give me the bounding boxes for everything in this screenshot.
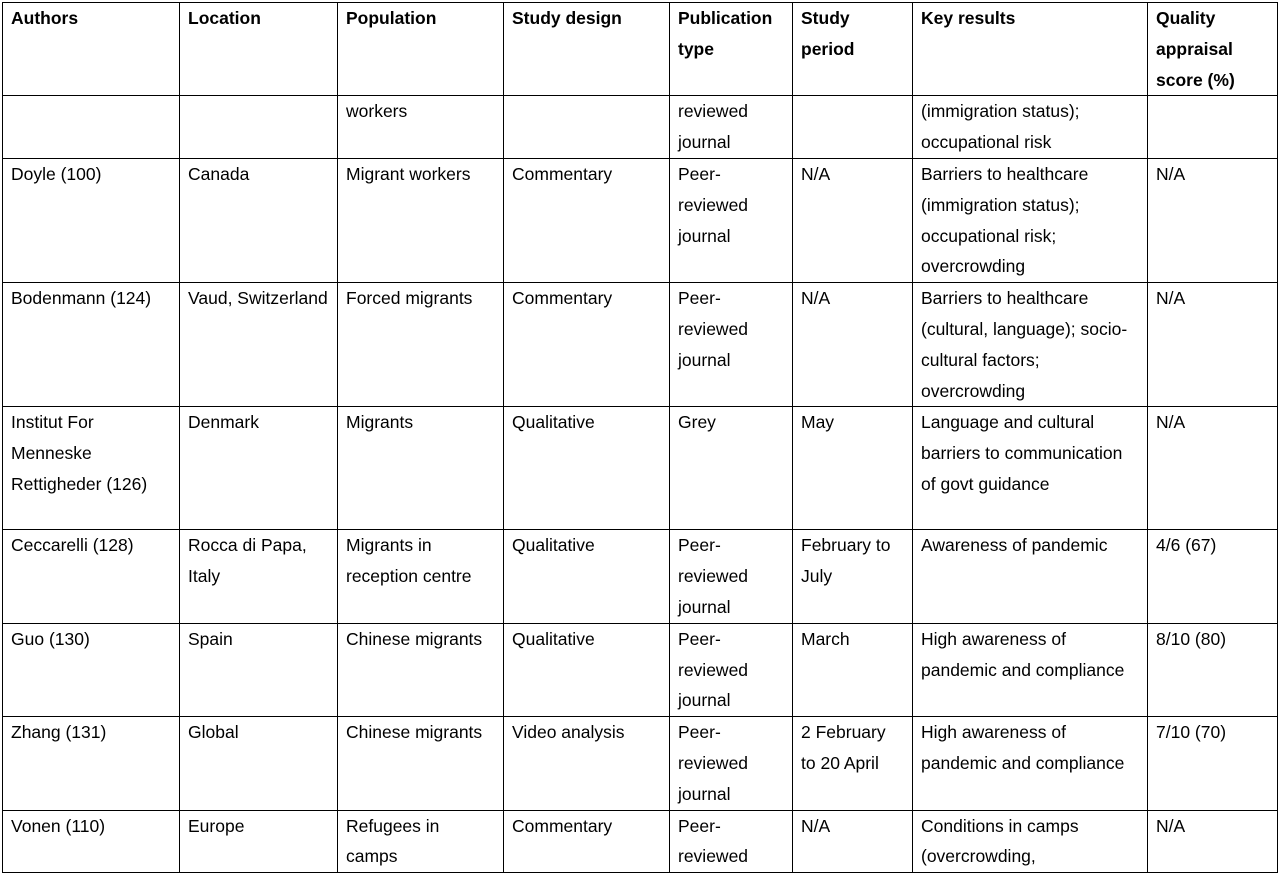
- cell-population: Refugees in camps: [338, 810, 504, 873]
- cell-publication-type: reviewed journal: [670, 96, 793, 159]
- column-header-quality-score: Quality appraisal score (%): [1148, 3, 1278, 96]
- cell-key-results: (immigration status); occupational risk: [913, 96, 1148, 159]
- cell-quality-score: 7/10 (70): [1148, 717, 1278, 810]
- table-row: [3, 530, 1278, 623]
- header-row: [3, 3, 1278, 96]
- cell-publication-type: Peer-reviewed journal: [670, 717, 793, 810]
- cell-publication-type: Peer-reviewed journal: [670, 158, 793, 282]
- cell-key-results: High awareness of pandemic and compliance: [913, 717, 1148, 810]
- cell-location: [180, 96, 338, 159]
- cell-publication-type: Peer-reviewed: [670, 810, 793, 873]
- table-row: [3, 96, 1278, 159]
- cell-key-results: Language and cultural barriers to communication of govt guidance: [913, 407, 1148, 530]
- column-header-population: Population: [338, 3, 504, 96]
- cell-authors: Doyle (100): [3, 158, 180, 282]
- cell-study-design: Video analysis: [504, 717, 670, 810]
- cell-population: Chinese migrants: [338, 623, 504, 716]
- table-row: [3, 158, 1278, 282]
- cell-key-results: Conditions in camps (overcrowding,: [913, 810, 1148, 873]
- cell-publication-type: Peer-reviewed journal: [670, 283, 793, 407]
- cell-location: Vaud, Switzerland: [180, 283, 338, 407]
- studies-table: [2, 2, 1278, 873]
- cell-quality-score: N/A: [1148, 810, 1278, 873]
- cell-authors: Guo (130): [3, 623, 180, 716]
- cell-location: Canada: [180, 158, 338, 282]
- cell-study-period: March: [793, 623, 913, 716]
- cell-key-results: Barriers to healthcare (immigration status); occupational risk; overcrowding: [913, 158, 1148, 282]
- cell-location: Global: [180, 717, 338, 810]
- column-header-key-results: Key results: [913, 3, 1148, 96]
- column-header-location: Location: [180, 3, 338, 96]
- cell-location: Rocca di Papa, Italy: [180, 530, 338, 623]
- cell-study-design: Commentary: [504, 158, 670, 282]
- cell-study-design: Qualitative: [504, 530, 670, 623]
- cell-study-design: Qualitative: [504, 623, 670, 716]
- cell-authors: Bodenmann (124): [3, 283, 180, 407]
- cell-authors: Institut For Menneske Rettigheder (126): [3, 407, 180, 530]
- cell-population: Forced migrants: [338, 283, 504, 407]
- cell-authors: Vonen (110): [3, 810, 180, 873]
- cell-study-period: N/A: [793, 283, 913, 407]
- table-row: [3, 717, 1278, 810]
- cell-population: workers: [338, 96, 504, 159]
- cell-location: Denmark: [180, 407, 338, 530]
- cell-population: Migrants in reception centre: [338, 530, 504, 623]
- column-header-authors: Authors: [3, 3, 180, 96]
- table-row: [3, 283, 1278, 407]
- cell-study-period: N/A: [793, 810, 913, 873]
- cell-key-results: High awareness of pandemic and compliance: [913, 623, 1148, 716]
- cell-publication-type: Grey: [670, 407, 793, 530]
- cell-quality-score: N/A: [1148, 407, 1278, 530]
- cell-study-period: N/A: [793, 158, 913, 282]
- column-header-study-period: Study period: [793, 3, 913, 96]
- cell-quality-score: [1148, 96, 1278, 159]
- cell-quality-score: 4/6 (67): [1148, 530, 1278, 623]
- table-row: [3, 810, 1278, 873]
- cell-authors: Ceccarelli (128): [3, 530, 180, 623]
- table-row: [3, 407, 1278, 530]
- cell-study-design: Qualitative: [504, 407, 670, 530]
- cell-study-design: Commentary: [504, 810, 670, 873]
- cell-key-results: Awareness of pandemic: [913, 530, 1148, 623]
- table-row: [3, 623, 1278, 716]
- cell-population: Migrants: [338, 407, 504, 530]
- cell-study-period: February to July: [793, 530, 913, 623]
- cell-location: Europe: [180, 810, 338, 873]
- cell-location: Spain: [180, 623, 338, 716]
- cell-population: Migrant workers: [338, 158, 504, 282]
- column-header-publication-type: Publication type: [670, 3, 793, 96]
- cell-authors: Zhang (131): [3, 717, 180, 810]
- cell-study-period: [793, 96, 913, 159]
- cell-authors: [3, 96, 180, 159]
- cell-quality-score: N/A: [1148, 283, 1278, 407]
- column-header-study-design: Study design: [504, 3, 670, 96]
- cell-study-design: Commentary: [504, 283, 670, 407]
- cell-study-design: [504, 96, 670, 159]
- cell-population: Chinese migrants: [338, 717, 504, 810]
- cell-publication-type: Peer-reviewed journal: [670, 623, 793, 716]
- cell-study-period: 2 February to 20 April: [793, 717, 913, 810]
- cell-quality-score: 8/10 (80): [1148, 623, 1278, 716]
- cell-quality-score: N/A: [1148, 158, 1278, 282]
- cell-publication-type: Peer-reviewed journal: [670, 530, 793, 623]
- cell-key-results: Barriers to healthcare (cultural, language); socio-cultural factors; overcrowding: [913, 283, 1148, 407]
- cell-study-period: May: [793, 407, 913, 530]
